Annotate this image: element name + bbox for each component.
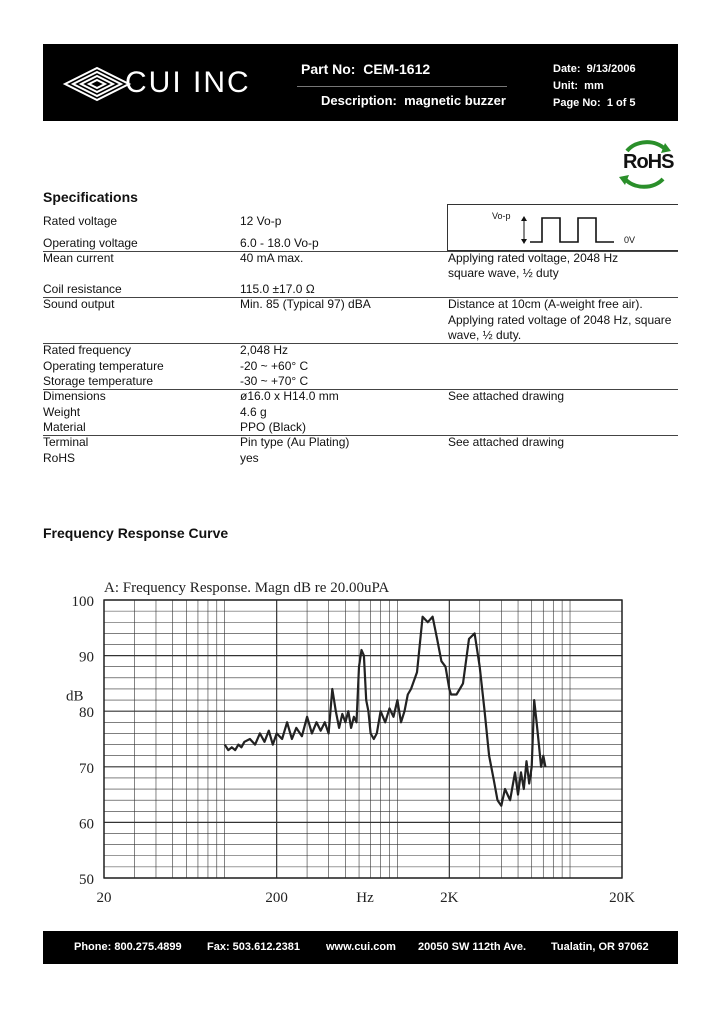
spec-value: PPO (Black) [240,420,307,434]
footer-city: Tualatin, OR 97062 [551,941,649,953]
description-value: magnetic buzzer [404,93,506,108]
spec-value: 12 Vo-p [240,214,282,228]
spec-value: 115.0 ±17.0 Ω [240,282,315,296]
spec-value: -30 ~ +70° C [240,374,309,388]
x-tick-label: 2K [440,890,459,906]
description [321,93,506,108]
x-axis-label: Hz [356,890,374,906]
waveform-diagram [447,204,678,251]
company-name: CUI INC [125,66,251,99]
footer-fax: Fax: 503.612.2381 [207,941,300,953]
spec-note: wave, ½ duty. [448,328,522,342]
spec-note: See attached drawing [448,435,565,449]
spec-value: 40 mA max. [240,251,304,265]
footer-website[interactable]: www.cui.com [326,941,396,953]
spec-note: See attached drawing [448,389,565,403]
spec-label: Rated voltage [43,214,118,228]
waveform-high-label: Vo-p [492,211,511,221]
spec-label: Terminal [43,435,89,449]
waveform-low-label: 0V [624,235,636,245]
x-tick-label: 20 [96,890,112,906]
spec-value: yes [240,451,259,465]
y-tick-label: 90 [79,649,94,666]
y-tick-label: 100 [71,594,94,610]
spec-note: Applying rated voltage, 2048 Hz [448,251,619,265]
spec-value: Min. 85 (Typical 97) dBA [240,297,371,311]
date: Date: 9/13/2006 [553,63,636,75]
header-divider [297,86,507,87]
y-axis-label: dB [66,688,84,705]
chart-title: A: Frequency Response. Magn dB re 20.00uPA [104,580,390,596]
spec-value: -20 ~ +60° C [240,359,309,373]
page-number: Page No: 1 of 5 [553,97,636,109]
part-label: Part No: [301,61,356,77]
part-number [301,61,430,77]
spec-note: Distance at 10cm (A-weight free air). [448,297,643,311]
spec-label: Weight [43,405,81,419]
spec-label: Material [43,420,86,434]
part-value: CEM-1612 [363,61,431,77]
spec-value: 6.0 - 18.0 Vo-p [240,236,319,250]
footer-bar [43,931,678,964]
spec-value: Pin type (Au Plating) [240,435,350,449]
header-bar [43,44,678,121]
spec-label: Storage temperature [43,374,154,388]
spec-divider [43,343,678,344]
y-tick-label: 80 [79,705,94,722]
specs-title: Specifications [43,189,138,205]
spec-label: Operating temperature [43,359,164,373]
spec-label: Dimensions [43,389,106,403]
spec-label: Rated frequency [43,343,132,357]
unit: Unit: mm [553,80,604,92]
spec-value: ø16.0 x H14.0 mm [240,389,339,403]
spec-value: 2,048 Hz [240,343,289,357]
footer-phone: Phone: 800.275.4899 [74,941,182,953]
y-tick-label: 70 [79,760,94,777]
footer-address: 20050 SW 112th Ave. [418,941,527,953]
spec-note: square wave, ½ duty [448,266,559,280]
freq-title: Frequency Response Curve [43,525,229,541]
y-tick-label: 60 [79,816,94,833]
spec-value: 4.6 g [240,405,267,419]
x-tick-label: 200 [265,890,288,906]
spec-label: RoHS [43,451,76,465]
frequency-response-chart [44,568,644,908]
rohs-text: RoHS [623,151,674,173]
description-label: Description: [321,93,397,108]
spec-label: Sound output [43,297,115,311]
y-tick-label: 50 [79,872,94,888]
spec-label: Mean current [43,251,114,265]
plot-frame [104,600,622,878]
rohs-badge [613,139,677,189]
spec-note: Applying rated voltage of 2048 Hz, square [448,313,672,327]
spec-label: Coil resistance [43,282,122,296]
spec-label: Operating voltage [43,236,138,250]
x-tick-label: 20K [609,890,635,906]
